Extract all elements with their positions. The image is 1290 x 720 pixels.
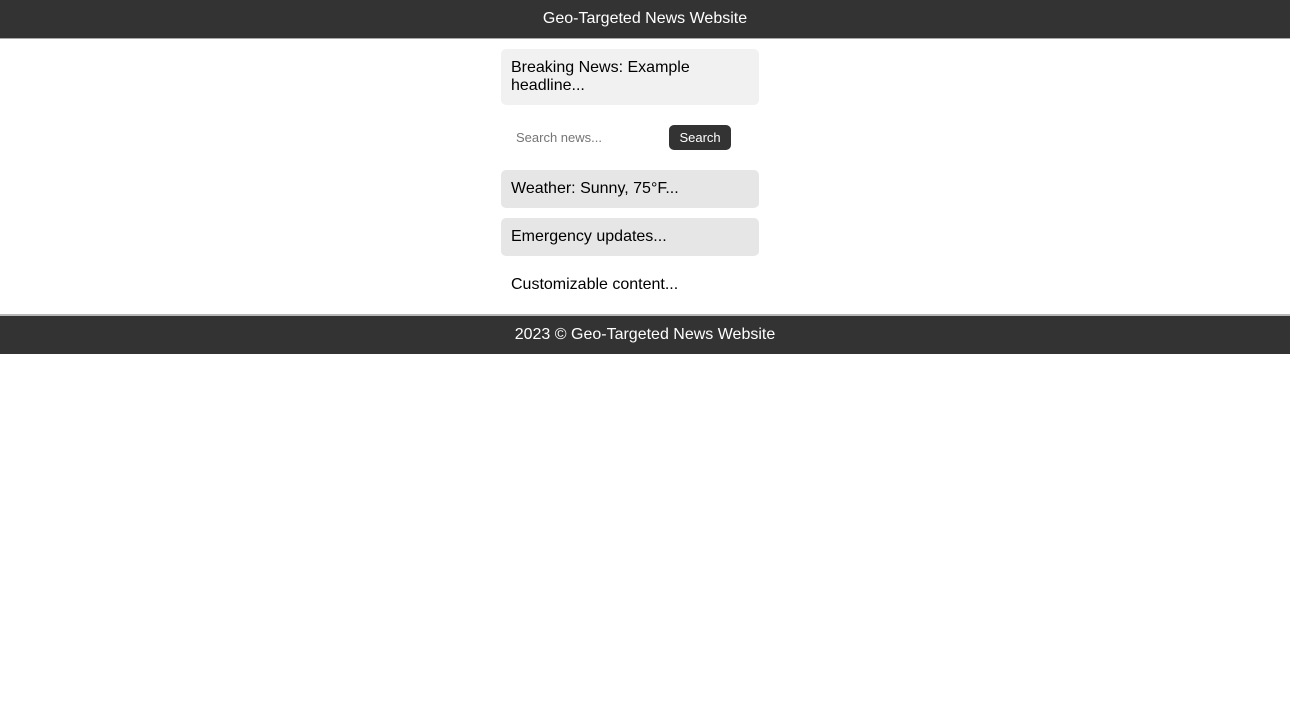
site-title: Geo-Targeted News Website — [542, 10, 748, 27]
weather-widget: Weather: Sunny, 75°F... — [501, 170, 759, 208]
header — [0, 0, 1290, 39]
search-button[interactable]: Search — [669, 125, 730, 150]
breaking-news-banner: Breaking News: Example headline... — [501, 49, 759, 105]
copyright-text: 2023 © Geo-Targeted News Website — [514, 326, 776, 343]
footer — [0, 314, 1290, 354]
main-content — [501, 49, 759, 304]
customizable-content: Customizable content... — [511, 276, 679, 293]
search-form — [501, 115, 759, 160]
emergency-updates-widget: Emergency updates... — [501, 218, 759, 256]
search-input[interactable] — [511, 125, 661, 150]
